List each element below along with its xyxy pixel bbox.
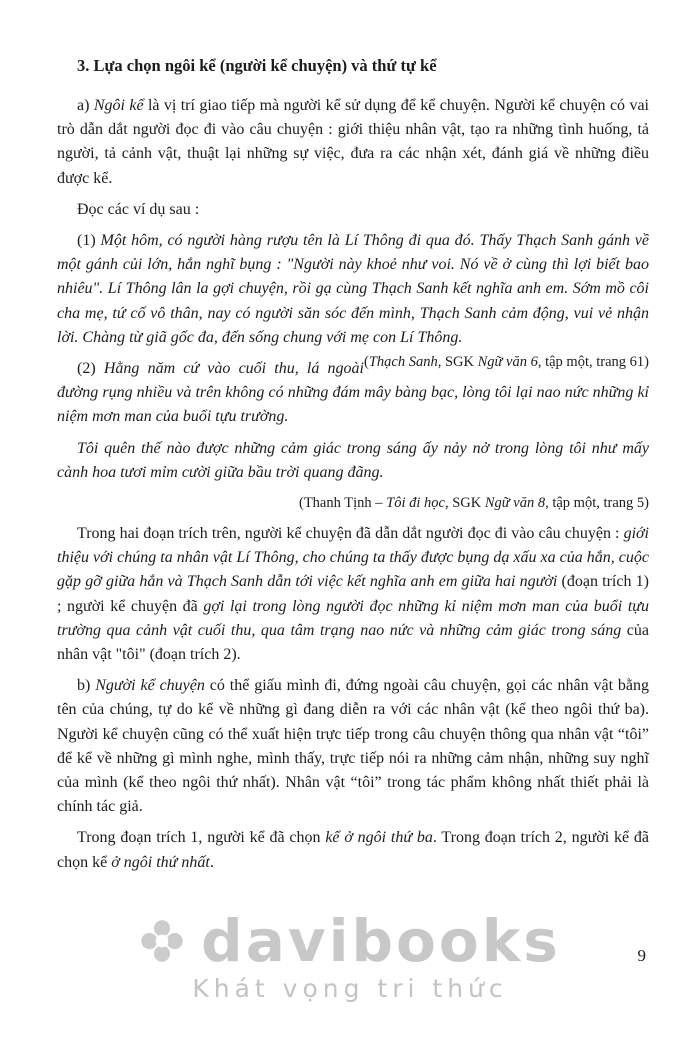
read-examples-line: Đọc các ví dụ sau : <box>77 200 200 218</box>
paragraph-analysis <box>57 522 649 667</box>
watermark <box>0 907 700 1003</box>
paragraph-a-definition <box>57 94 649 191</box>
example-passage-1 <box>57 229 650 371</box>
paragraph-text: Trong hai đoạn trích trên, người kể chuyện đã dẫn dắt người đọc đi vào câu chuyện : giới thiệu với chúng ta nhân vật Lí Thông, cho chúng ta thấy được bụng dạ xấu xa của hắn, cuộc gặp gỡ giữa hắn và Thạch Sanh dẫn tới việc kết nghĩa anh em giữa hai người (đoạn trích 1) ; người kể chuyện đã gợi lại trong lòng người đọc những kỉ niệm mơn man của buổi tựu trường qua cảnh vật cuối thu, qua tâm trạng nao nức và những cảm giác trong sáng của nhân vật "tôi" (đoạn trích 2). <box>57 525 650 664</box>
section-heading: 3. Lựa chọn ngôi kể (người kể chuyện) và thứ tự kể <box>77 56 437 75</box>
page-content <box>57 54 649 882</box>
davibooks-logo-icon <box>139 918 185 964</box>
paragraph-conclusion <box>57 826 649 874</box>
paragraph-text: a) Ngôi kể là vị trí giao tiếp mà người kể sử dụng để kể chuyện. Người kể chuyện có vai trò dẫn dắt người đọc đi vào câu chuyện : giới thiệu nhân vật, tạo ra những tình huống, tả người, tả cảnh vật, thuật lại những sự việc, đưa ra các nhận xét, đánh giá về những điều được kể. <box>57 97 649 187</box>
source-attribution-2 <box>57 492 649 514</box>
passage-text: (2) Hằng năm cứ vào cuối thu, lá ngoài đường rụng nhiều và trên không có những đám mây bàng bạc, lòng tôi lại nao nức những kỉ niệm mơn man của buổi tựu trường. <box>57 360 649 426</box>
paragraph-b-definition <box>57 674 649 819</box>
source-attribution-1: (Thạch Sanh, SGK Ngữ văn 6, tập một, trang 61) <box>363 354 649 371</box>
paragraph-text: Trong đoạn trích 1, người kể đã chọn kể ở ngôi thứ ba. Trong đoạn trích 2, người kể đã chọn kể ở ngôi thứ nhất. <box>57 829 650 871</box>
paragraph-text: b) Người kể chuyện có thể giấu mình đi, đứng ngoài câu chuyện, gọi các nhân vật bằng tên của chúng, tự do kể về những gì đang diễn ra với các nhân vật (kể theo ngôi thứ ba). Người kể chuyện cũng có thể xuất hiện trực tiếp trong câu chuyện thông qua nhân vật “tôi” để kể về những gì mình nghe, mình thấy, trực tiếp nói ra những cảm nhận, những suy nghĩ của mình (kể theo ngôi thứ nhất). Nhân vật “tôi” trong tác phẩm không nhất thiết phải là chính tác giả. <box>57 677 650 816</box>
watermark-tagline: Khát vọng tri thức <box>192 974 508 1003</box>
page-number: 9 <box>637 946 646 965</box>
attribution-text: (Thanh Tịnh – Tôi đi học, SGK Ngữ văn 8, tập một, trang 5) <box>299 495 649 512</box>
passage-text: Tôi quên thế nào được những cảm giác trong sáng ấy nảy nở trong lòng tôi như mấy cành hoa tươi mỉm cười giữa bầu trời quang đãng. <box>57 439 649 481</box>
watermark-title: davibooks <box>201 907 561 975</box>
example-passage-2-part-2 <box>57 437 649 485</box>
passage-text: (1) Một hôm, có người hàng rượu tên là Lí Thông đi qua đó. Thấy Thạch Sanh gánh về một gánh củi lớn, hắn nghĩ bụng : "Người này khoẻ như voi. Nó về ở cùng thì lợi biết bao nhiêu". Lí Thông lân la gợi chuyện, rồi gạ cùng Thạch Sanh kết nghĩa anh em. Sớm mồ côi cha mẹ, tứ cố vô thân, nay có người săn sóc đến mình, Thạch Sanh cảm động, vui vẻ nhận lời. Chàng từ giã gốc đa, đến sống chung với mẹ con Lí Thông. <box>57 232 650 346</box>
